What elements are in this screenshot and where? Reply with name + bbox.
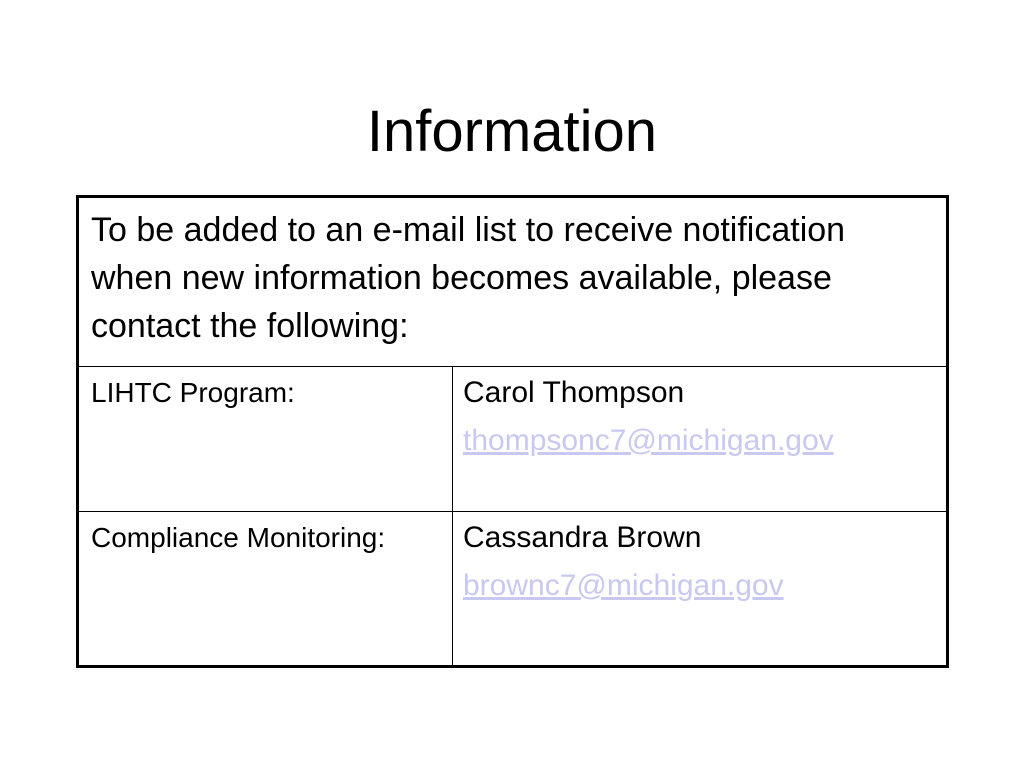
contact-name: Cassandra Brown <box>463 521 702 554</box>
program-label: LIHTC Program: <box>91 377 295 408</box>
contact-table <box>76 195 949 668</box>
intro-text: To be added to an e-mail list to receive notification when new information becomes available, please contact the following: <box>91 211 846 345</box>
contact-name: Carol Thompson <box>463 376 685 409</box>
contact-cell <box>453 367 948 512</box>
contact-cell <box>453 512 948 667</box>
program-cell <box>78 512 453 667</box>
contact-email-link[interactable]: brownc7@michigan.gov <box>463 569 784 602</box>
program-cell <box>78 367 453 512</box>
intro-row <box>78 197 948 367</box>
intro-cell <box>78 197 948 367</box>
contact-row-compliance <box>78 512 948 667</box>
slide-title: Information <box>366 99 658 164</box>
contact-email-link[interactable]: thompsonc7@michigan.gov <box>463 424 834 457</box>
program-label: Compliance Monitoring: <box>91 522 386 553</box>
contact-row-lihtc <box>78 367 948 512</box>
